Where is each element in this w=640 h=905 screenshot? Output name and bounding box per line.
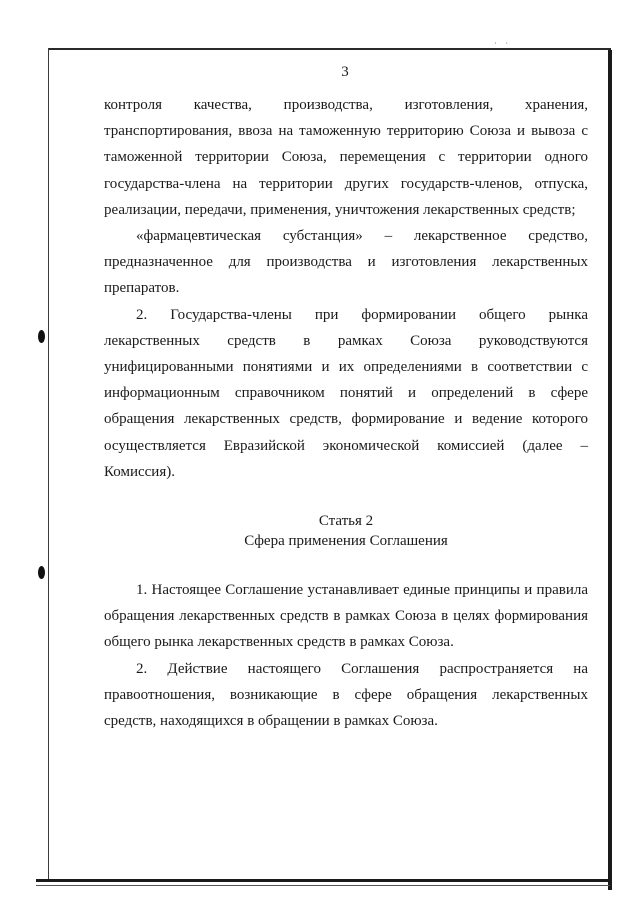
page-frame-top-border	[48, 48, 611, 50]
page-frame-right-border	[608, 50, 612, 890]
article-heading	[104, 511, 588, 551]
page-number: 3	[341, 64, 349, 80]
page-frame-bottom-border	[36, 879, 610, 882]
paragraphs-bottom-section	[104, 577, 588, 734]
punch-hole-mark	[38, 566, 45, 579]
paragraphs-top-section	[104, 92, 588, 485]
article-number: Статья 2	[318, 513, 374, 530]
punch-hole-mark	[38, 330, 45, 343]
page-frame-bottom-border-secondary	[36, 885, 610, 886]
article-title: Сфера применения Соглашения	[244, 533, 448, 550]
paragraph-item-2: 2. Действие настоящего Соглашения распространяется на правоотношения, возникающие в сфере обращения лекарственных средств, находящихся в обращении в рамках Союза.	[104, 660, 588, 730]
paragraph-definition-substance: «фармацевтическая субстанция» – лекарственное средство, предназначенное для производства и изготовления лекарственных препаратов.	[104, 228, 588, 297]
paragraph: контроля качества, производства, изготовления, хранения, транспортирования, ввоза на таможенную территорию Союза и вывоза с таможенной территории Союза, перемещения с территории одного государства-члена на территории других государств-членов, отпуска, реализации, передачи, применения, уничтожения лекарственных средств;	[104, 97, 588, 218]
paragraph-item-2: 2. Государства-члены при формировании общего рынка лекарственных средств в рамках Союза руководствуются унифицированными понятиями и их определениями в соответствии с информационным справочником понятий и определений в сфере обращения лекарственных средств, формирование и ведение которого осуществляется Евразийской экономической комиссией (далее – Комиссия).	[104, 306, 588, 480]
page-frame-left-border	[48, 48, 49, 881]
scan-artifact-dots: · ·	[494, 38, 512, 48]
document-body	[104, 92, 588, 734]
paragraph-item-1: 1. Настоящее Соглашение устанавливает единые принципы и правила обращения лекарственных средств в рамках Союза в целях формирования общего рынка лекарственных средств в рамках Союза.	[104, 582, 588, 651]
